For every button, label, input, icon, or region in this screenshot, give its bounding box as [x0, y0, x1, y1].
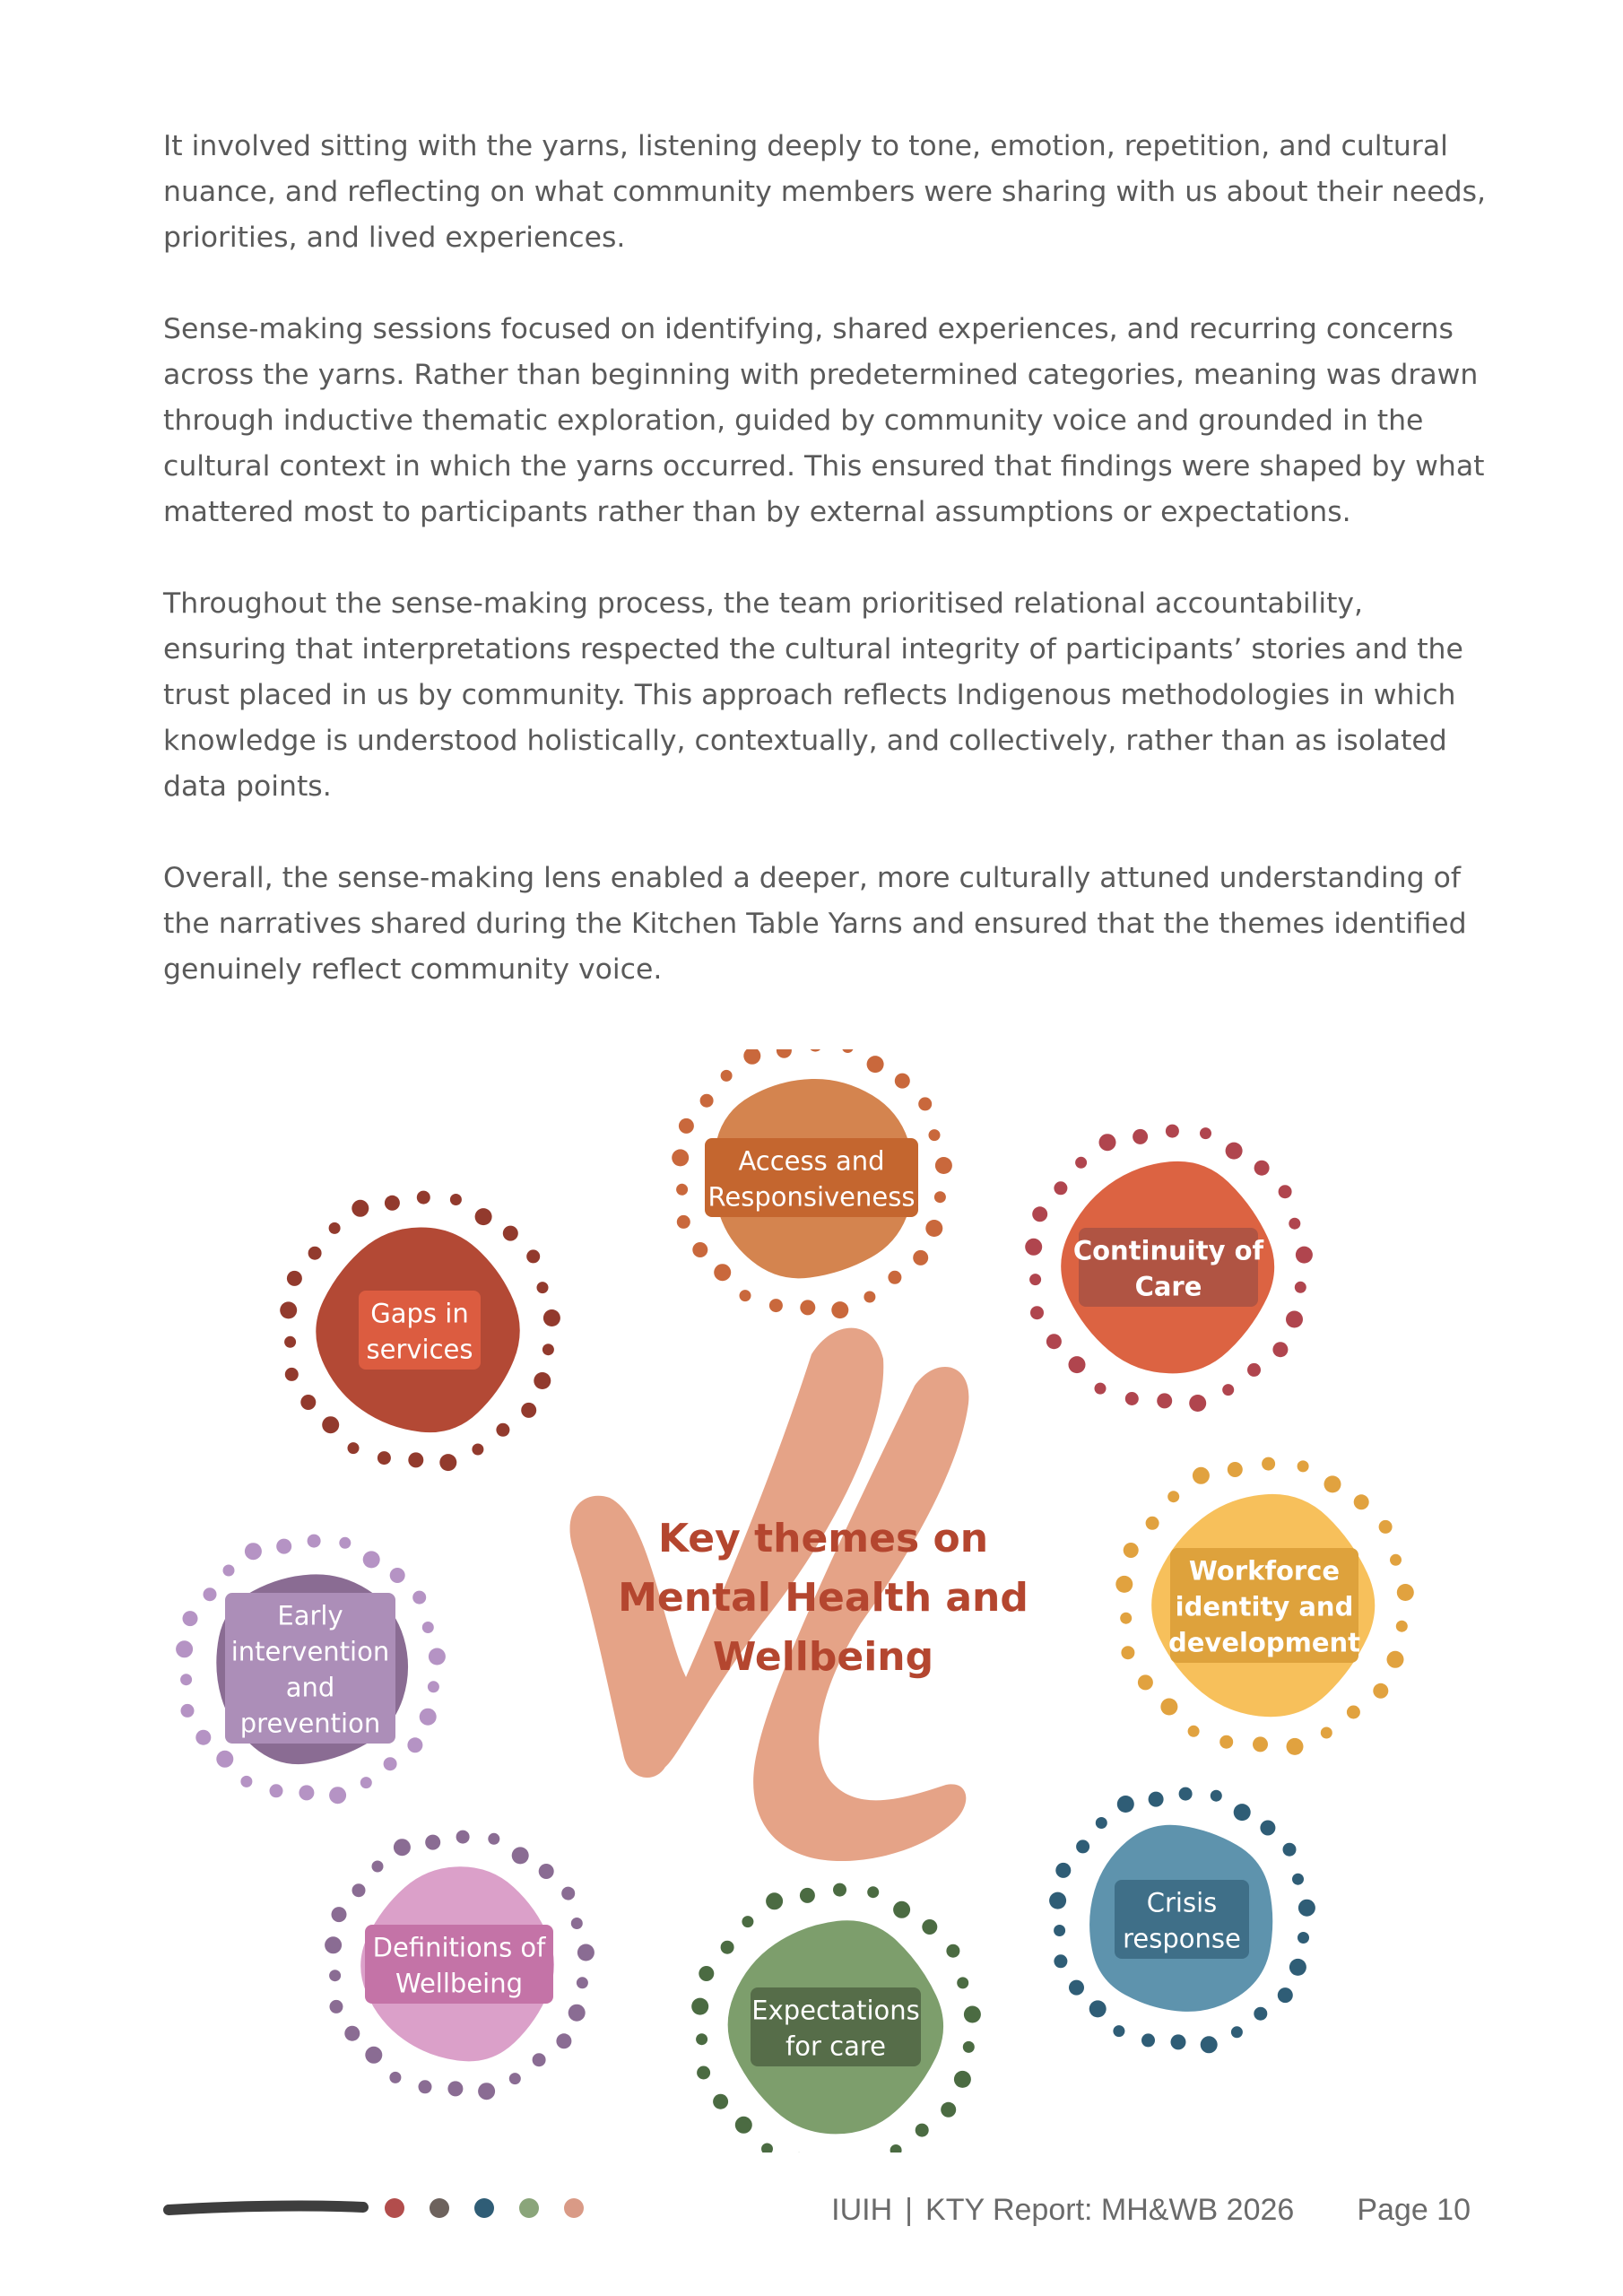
theme-label-line: Early	[277, 1600, 343, 1631]
theme-label-line: services	[366, 1334, 473, 1365]
theme-dot	[963, 2041, 975, 2053]
theme-dot	[1167, 1491, 1179, 1502]
theme-dot	[1115, 1576, 1133, 1593]
theme-dot	[777, 1049, 792, 1058]
theme-dot	[1193, 1467, 1210, 1484]
theme-dot	[577, 1977, 588, 1988]
theme-dot	[329, 1787, 346, 1804]
theme-dot	[420, 1709, 437, 1726]
theme-dot	[1096, 1817, 1107, 1829]
theme-dot	[1160, 1699, 1177, 1716]
theme-dot	[913, 1250, 928, 1265]
footer	[0, 2170, 1623, 2242]
footer-dot	[519, 2198, 539, 2218]
center-title-line: Mental Health and	[618, 1575, 1028, 1621]
theme-dot	[1099, 1134, 1116, 1151]
theme-dot	[721, 1070, 733, 1082]
theme-dot	[1272, 1342, 1288, 1357]
theme-dot	[1396, 1621, 1408, 1632]
theme-dot	[1292, 1874, 1304, 1885]
theme-dot	[223, 1565, 235, 1577]
theme-dot	[697, 2066, 710, 2080]
theme-label-line: Wellbeing	[395, 1968, 524, 1999]
theme-dot	[1157, 1393, 1172, 1408]
theme-dot	[1120, 1613, 1132, 1624]
theme-label-line: Responsiveness	[707, 1181, 916, 1213]
theme-dot	[344, 2026, 360, 2041]
theme-dot	[439, 1454, 456, 1471]
theme-access	[672, 1049, 952, 1318]
theme-dot	[1200, 1127, 1211, 1139]
theme-dot	[867, 1056, 884, 1073]
theme-dot	[1029, 1274, 1041, 1285]
theme-expectations	[691, 1883, 981, 2152]
theme-dot	[270, 1784, 283, 1797]
theme-dot	[389, 2072, 401, 2083]
center-title	[618, 1516, 1028, 1680]
theme-dot	[800, 1888, 815, 1903]
theme-label-line: intervention	[230, 1636, 390, 1667]
theme-dot	[339, 1537, 351, 1549]
theme-dot	[864, 1292, 875, 1303]
theme-dot	[1121, 1646, 1134, 1659]
theme-dot	[365, 2047, 382, 2064]
theme-dot	[1295, 1282, 1306, 1293]
theme-dot	[833, 1883, 846, 1897]
theme-label-line: Definitions of	[372, 1932, 546, 1963]
theme-label-line: Access and	[738, 1145, 885, 1177]
theme-label-line: Expectations	[751, 1995, 920, 2026]
theme-dot	[1287, 1738, 1304, 1755]
theme-dot	[280, 1301, 297, 1318]
theme-label-line: response	[1123, 1923, 1241, 1954]
theme-dot	[526, 1249, 540, 1263]
theme-dot	[1219, 1735, 1233, 1749]
theme-dot	[1049, 1892, 1066, 1909]
theme-dot	[419, 2080, 432, 2093]
theme-dot	[925, 1220, 942, 1237]
theme-dot	[946, 1944, 959, 1958]
theme-dot	[1347, 1706, 1360, 1719]
theme-dot	[183, 1611, 198, 1626]
theme-dot	[699, 1966, 714, 1981]
footer-text	[831, 2193, 1471, 2228]
theme-dot	[1179, 1787, 1193, 1801]
theme-dot	[1138, 1674, 1153, 1690]
theme-label-line: identity and	[1175, 1591, 1354, 1622]
theme-crisis	[1049, 1787, 1315, 2054]
theme-dot	[181, 1704, 195, 1718]
theme-dot	[180, 1674, 192, 1685]
paragraph-1: It involved sitting with the yarns, listening deeply to tone, emotion, repetition, and cultural nuance, and reflecting on what community members were sharing with us about their needs, priorities, and lived experiences.	[163, 130, 1487, 254]
theme-dot	[1278, 1987, 1293, 2003]
theme-workforce	[1115, 1457, 1414, 1755]
theme-dot	[456, 1831, 470, 1844]
theme-dot	[809, 1049, 822, 1052]
footer-org: IUIH	[831, 2193, 893, 2227]
theme-dot	[1354, 1494, 1369, 1509]
footer-dots	[385, 2198, 584, 2218]
theme-dot	[1222, 1384, 1234, 1396]
theme-dot	[922, 1919, 937, 1935]
theme-dot	[329, 1222, 341, 1234]
theme-dot	[1226, 1143, 1243, 1160]
theme-dot	[561, 1887, 575, 1900]
theme-dot	[916, 2124, 929, 2137]
theme-dot	[893, 1901, 910, 1918]
theme-dot	[1286, 1311, 1303, 1328]
theme-dot	[1076, 1839, 1089, 1853]
body-text	[163, 124, 1490, 1039]
theme-dot	[276, 1539, 291, 1554]
theme-dot	[1296, 1247, 1313, 1264]
theme-dot	[1124, 1543, 1139, 1558]
theme-dot	[1069, 1356, 1086, 1373]
theme-dot	[325, 1936, 342, 1953]
theme-dot	[1379, 1520, 1393, 1534]
theme-gaps	[280, 1191, 560, 1472]
theme-dot	[425, 1835, 440, 1850]
theme-early	[176, 1535, 446, 1805]
theme-dot	[1117, 1796, 1134, 1813]
theme-dot	[577, 1944, 595, 1961]
key-themes-diagram	[0, 1049, 1623, 2152]
theme-dot	[308, 1535, 321, 1548]
theme-dot	[1025, 1239, 1042, 1256]
theme-dot	[895, 1074, 910, 1089]
theme-dot	[300, 1395, 316, 1410]
theme-dot	[1125, 1392, 1139, 1405]
theme-dot	[735, 2117, 752, 2134]
theme-dot	[1231, 2026, 1243, 2038]
theme-dot	[571, 1918, 583, 1929]
theme-dot	[1397, 1584, 1414, 1601]
theme-dot	[867, 1886, 879, 1898]
theme-dot	[742, 1916, 753, 1927]
theme-label-line: Care	[1134, 1271, 1202, 1302]
key-themes-svg	[0, 1049, 1623, 2152]
theme-dot	[308, 1247, 322, 1260]
theme-dot	[1253, 1736, 1268, 1752]
theme-dot	[503, 1226, 518, 1241]
theme-dot	[714, 1264, 731, 1281]
theme-dot	[512, 1847, 529, 1864]
theme-dot	[1211, 1790, 1222, 1802]
theme-dot	[1054, 1925, 1065, 1936]
theme-dot	[1373, 1683, 1388, 1699]
theme-dot	[216, 1751, 233, 1768]
theme-dot	[1254, 1161, 1270, 1176]
theme-dot	[1254, 2007, 1267, 2021]
theme-dot	[1262, 1457, 1275, 1471]
theme-dot	[329, 1970, 341, 1981]
theme-dot	[394, 1839, 411, 1856]
theme-dot	[1032, 1206, 1047, 1222]
theme-dot	[539, 1864, 554, 1879]
footer-dot	[385, 2198, 404, 2218]
theme-dot	[521, 1403, 536, 1418]
theme-dot	[954, 2071, 971, 2088]
theme-dot	[447, 2081, 463, 2096]
theme-dot	[363, 1551, 380, 1568]
theme-dot	[964, 2006, 981, 2023]
theme-dot	[543, 1309, 560, 1326]
theme-dot	[696, 2033, 707, 2045]
theme-dot	[496, 1423, 509, 1437]
theme-dot	[957, 1977, 968, 1988]
theme-dot	[568, 2005, 586, 2022]
theme-dot	[1279, 1185, 1292, 1198]
theme-dot	[676, 1184, 688, 1196]
footer-page-number: Page 10	[1357, 2193, 1471, 2227]
theme-dot	[450, 1194, 462, 1205]
paragraph-2: Sense-making sessions focused on identifying, shared experiences, and recurring concerns across the yarns. Rather than beginning with predetermined categories, meaning was drawn through inductive thematic exploration, guided by community voice and grounded in the cultural context in which the yarns occurred. This ensured that findings were shaped by what mattered most to participants rather than by external assumptions or expectations.	[163, 313, 1485, 528]
theme-dot	[1321, 1727, 1332, 1739]
theme-dot	[534, 1372, 551, 1389]
theme-dot	[1133, 1129, 1148, 1144]
theme-dot	[1089, 2000, 1107, 2017]
theme-dot	[332, 1907, 347, 1922]
theme-dot	[1387, 1651, 1404, 1668]
theme-dot	[428, 1681, 439, 1692]
theme-dot	[422, 1622, 434, 1633]
theme-dot	[1189, 1395, 1206, 1412]
theme-dot	[472, 1444, 483, 1456]
theme-dot	[384, 1757, 397, 1770]
theme-dot	[1146, 1517, 1159, 1530]
theme-dot	[935, 1157, 952, 1174]
footer-separator: |	[905, 2193, 914, 2227]
theme-dot	[934, 1191, 946, 1203]
theme-dot	[412, 1591, 426, 1605]
theme-dot	[352, 1200, 369, 1217]
theme-dot	[1188, 1726, 1200, 1737]
theme-dot	[1390, 1554, 1402, 1566]
theme-dot	[1166, 1125, 1179, 1138]
theme-dot	[1283, 1843, 1297, 1857]
theme-label-line: Crisis	[1146, 1887, 1218, 1918]
theme-dot	[1075, 1157, 1087, 1169]
theme-label-line: and	[285, 1672, 335, 1703]
theme-dot	[537, 1282, 549, 1293]
theme-dot	[488, 1833, 499, 1845]
theme-dot	[721, 1941, 734, 1954]
theme-dot	[800, 1300, 815, 1315]
theme-dot	[1069, 1980, 1084, 1996]
theme-dot	[299, 1785, 314, 1800]
theme-dot	[1298, 1460, 1309, 1472]
theme-dot	[1149, 1792, 1164, 1807]
footer-report-title: KTY Report: MH&WB 2026	[925, 2193, 1295, 2227]
theme-dot	[743, 1049, 760, 1065]
theme-dot	[769, 1299, 783, 1312]
footer-dot	[474, 2198, 494, 2218]
paragraph-4: Overall, the sense-making lens enabled a deeper, more culturally attuned understanding of the narratives shared during the Kitchen Table Yarns and ensured that the themes identified genuinely reflect community voice.	[163, 862, 1467, 986]
theme-label-line: prevention	[239, 1708, 381, 1739]
theme-dot	[475, 1208, 492, 1225]
theme-dot	[348, 1442, 360, 1454]
theme-dot	[1289, 1959, 1306, 1976]
theme-dot	[700, 1094, 714, 1108]
footer-dot	[430, 2198, 449, 2218]
theme-dot	[378, 1451, 391, 1465]
paragraph-3: Throughout the sense-making process, the team prioritised relational accountability, ensuring that interpretations respected the cultural integrity of participants’ stories and the trust placed in us by community. This approach reflects Indigenous methodologies in which knowledge is understood holistically, contextually, and collectively, rather than as isolated data points.	[163, 587, 1463, 803]
theme-dot	[740, 1290, 751, 1301]
theme-dot	[1289, 1218, 1300, 1230]
theme-dot	[1113, 2025, 1124, 2037]
theme-dot	[672, 1149, 689, 1166]
theme-label-line: Continuity of	[1072, 1235, 1264, 1266]
theme-dot	[888, 1271, 901, 1284]
theme-dot	[533, 2053, 546, 2066]
theme-dot	[691, 1998, 708, 2015]
theme-label-line: Gaps in	[370, 1298, 469, 1329]
theme-dot	[285, 1368, 299, 1381]
theme-dot	[478, 2083, 495, 2100]
theme-definitions	[325, 1831, 595, 2100]
theme-dot	[542, 1344, 554, 1355]
theme-label-line: Workforce	[1188, 1555, 1341, 1587]
theme-dot	[1234, 1804, 1251, 1821]
theme-dot	[766, 1892, 783, 1909]
theme-dot	[352, 1883, 366, 1897]
theme-dot	[929, 1129, 941, 1141]
footer-brush-stroke	[169, 2206, 363, 2210]
theme-label-line: for care	[785, 2031, 886, 2062]
theme-dot	[360, 1777, 372, 1788]
theme-dot	[1046, 1334, 1062, 1349]
theme-dot	[831, 1301, 848, 1318]
theme-dot	[240, 1776, 252, 1787]
theme-dot	[407, 1737, 422, 1752]
theme-dot	[761, 2144, 773, 2153]
theme-dot	[1171, 2034, 1186, 2049]
theme-dot	[679, 1118, 694, 1134]
theme-dot	[1141, 2033, 1155, 2047]
theme-dot	[284, 1336, 296, 1348]
theme-label-line: development	[1167, 1627, 1361, 1658]
theme-dot	[322, 1416, 339, 1433]
theme-dot	[1228, 1462, 1243, 1477]
theme-dot	[556, 2033, 571, 2048]
theme-dot	[429, 1648, 446, 1665]
theme-dot	[1247, 1363, 1261, 1377]
theme-dot	[176, 1640, 193, 1657]
center-title-line: Wellbeing	[712, 1634, 934, 1680]
theme-dot	[390, 1568, 405, 1583]
theme-dot	[1260, 1821, 1275, 1836]
theme-dot	[287, 1271, 302, 1286]
theme-dot	[1298, 1932, 1309, 1944]
theme-dot	[1055, 1863, 1071, 1878]
theme-dot	[417, 1191, 430, 1205]
theme-dot	[1054, 1181, 1067, 1195]
theme-dot	[677, 1215, 690, 1229]
theme-dot	[842, 1049, 854, 1053]
footer-dot	[564, 2198, 584, 2218]
theme-dot	[509, 2073, 521, 2084]
theme-dot	[890, 2144, 902, 2152]
theme-dot	[385, 1196, 400, 1211]
theme-dot	[1054, 1954, 1067, 1968]
theme-dot	[713, 2094, 728, 2109]
theme-dot	[692, 1242, 707, 1257]
theme-dot	[204, 1587, 217, 1601]
theme-dot	[1324, 1475, 1341, 1492]
theme-dot	[245, 1543, 262, 1560]
theme-dot	[1298, 1900, 1315, 1917]
theme-dot	[918, 1097, 932, 1110]
theme-dot	[941, 2102, 956, 2118]
theme-dot	[408, 1452, 423, 1467]
theme-dot	[1201, 2036, 1218, 2053]
theme-dot	[1030, 1306, 1044, 1319]
center-title-line: Key themes on	[657, 1516, 989, 1561]
theme-dot	[195, 1730, 211, 1745]
theme-dot	[372, 1861, 384, 1873]
theme-dot	[1095, 1383, 1107, 1395]
theme-dot	[330, 2000, 343, 2013]
footer-decoration	[0, 2170, 628, 2242]
theme-continuity	[1025, 1125, 1313, 1412]
